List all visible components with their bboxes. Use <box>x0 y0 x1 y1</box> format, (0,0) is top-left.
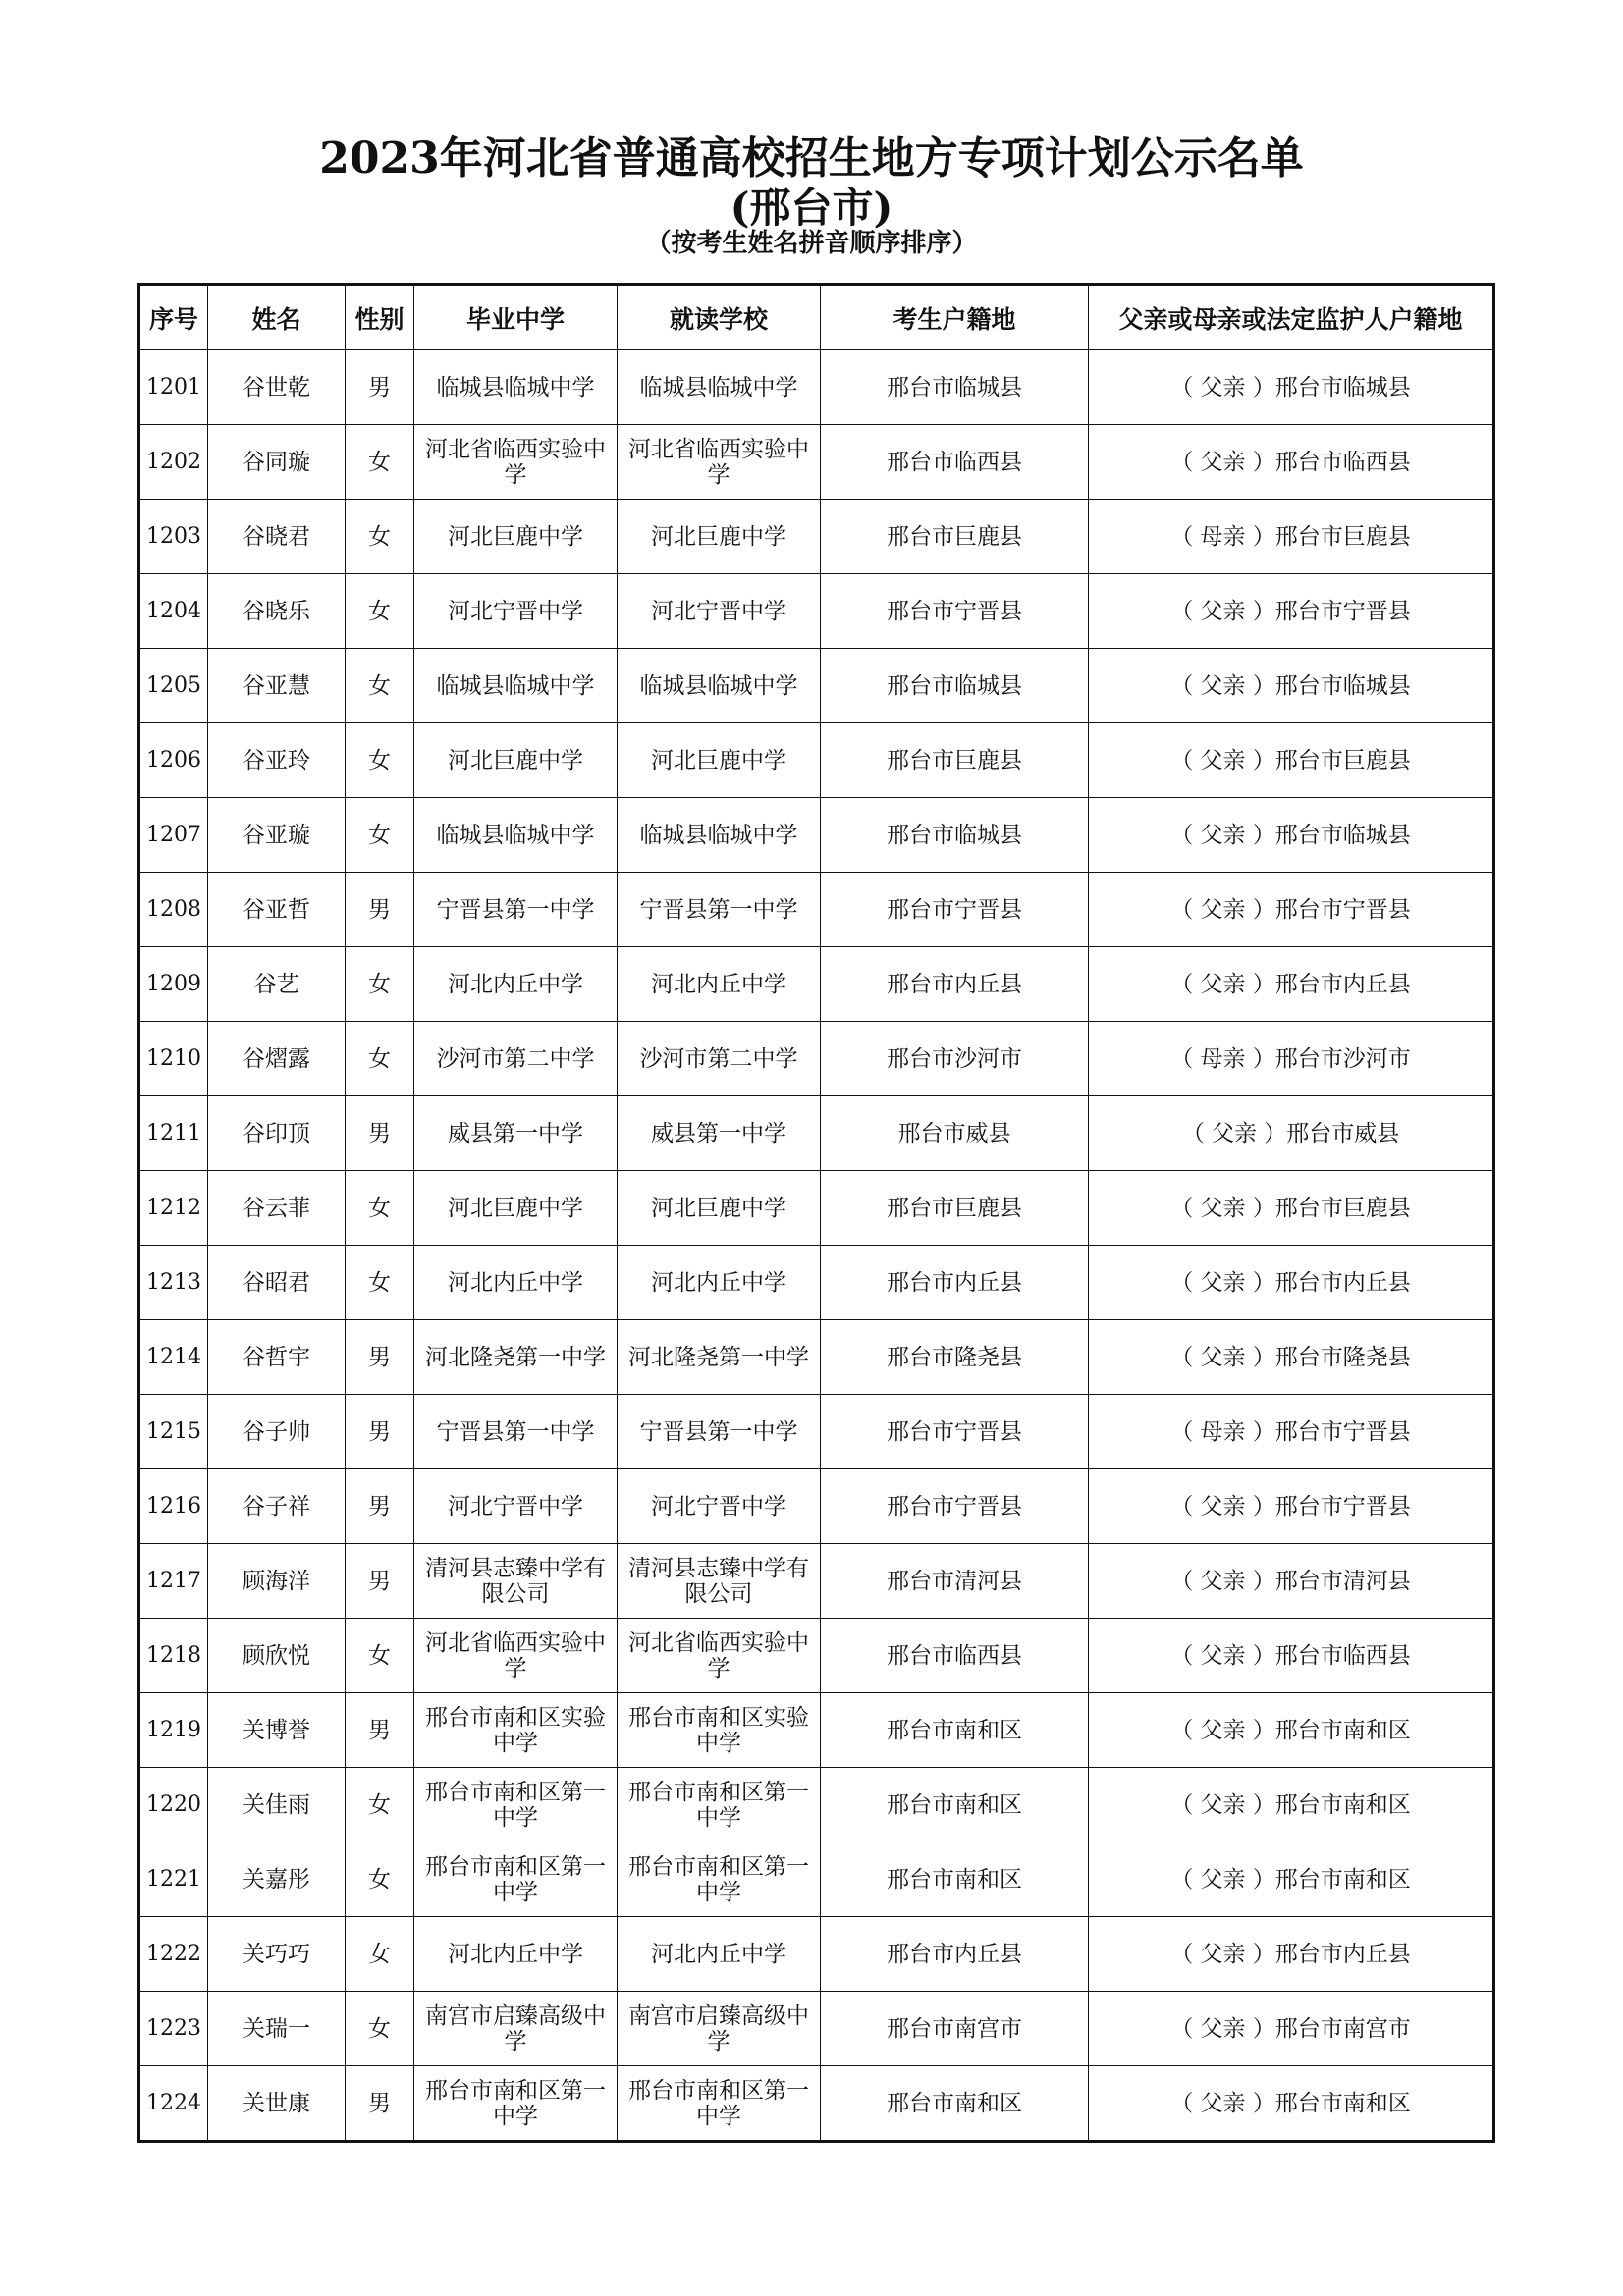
table-row <box>139 798 1494 873</box>
gender-cell: 男 <box>346 1395 414 1469</box>
table-row <box>139 1171 1494 1246</box>
household-cell: 邢台市巨鹿县 <box>821 723 1089 798</box>
table-row <box>139 1992 1494 2066</box>
table-row <box>139 947 1494 1022</box>
household-cell: 邢台市南和区 <box>821 1768 1089 1842</box>
serial-number-cell: 1220 <box>139 1768 208 1842</box>
gender-cell: 女 <box>346 425 414 500</box>
serial-number-cell: 1201 <box>139 350 208 425</box>
graduation-school-cell: 宁晋县第一中学 <box>414 1395 618 1469</box>
name-cell: 谷世乾 <box>208 350 346 425</box>
household-cell: 邢台市清河县 <box>821 1544 1089 1619</box>
gender-cell: 女 <box>346 1768 414 1842</box>
guardian-household-cell: （ 父亲 ）邢台市临西县 <box>1089 1619 1494 1693</box>
graduation-school-cell: 临城县临城中学 <box>414 649 618 723</box>
serial-number-cell: 1216 <box>139 1469 208 1544</box>
graduation-school-cell: 邢台市南和区第一中学 <box>414 2066 618 2142</box>
gender-cell: 女 <box>346 649 414 723</box>
current-school-cell: 沙河市第二中学 <box>618 1022 821 1096</box>
table-header-row <box>139 285 1494 350</box>
table-row <box>139 1469 1494 1544</box>
guardian-household-cell: （ 父亲 ）邢台市南和区 <box>1089 1693 1494 1768</box>
name-cell: 谷印顶 <box>208 1096 346 1171</box>
serial-number-cell: 1206 <box>139 723 208 798</box>
graduation-school-cell: 河北省临西实验中学 <box>414 425 618 500</box>
guardian-household-cell: （ 父亲 ）邢台市临城县 <box>1089 798 1494 873</box>
serial-number-cell: 1202 <box>139 425 208 500</box>
name-cell: 谷艺 <box>208 947 346 1022</box>
current-school-cell: 宁晋县第一中学 <box>618 873 821 947</box>
name-cell: 关世康 <box>208 2066 346 2142</box>
serial-number-cell: 1203 <box>139 500 208 574</box>
name-cell: 谷昭君 <box>208 1246 346 1320</box>
serial-number-cell: 1207 <box>139 798 208 873</box>
name-cell: 谷晓乐 <box>208 574 346 649</box>
name-cell: 谷亚慧 <box>208 649 346 723</box>
current-school-cell: 河北隆尧第一中学 <box>618 1320 821 1395</box>
current-school-cell: 河北内丘中学 <box>618 1917 821 1992</box>
household-cell: 邢台市南和区 <box>821 1693 1089 1768</box>
guardian-household-cell: （ 父亲 ）邢台市临西县 <box>1089 425 1494 500</box>
household-cell: 邢台市南和区 <box>821 2066 1089 2142</box>
graduation-school-cell: 河北巨鹿中学 <box>414 1171 618 1246</box>
name-cell: 关佳雨 <box>208 1768 346 1842</box>
graduation-school-cell: 河北巨鹿中学 <box>414 500 618 574</box>
serial-number-cell: 1223 <box>139 1992 208 2066</box>
household-cell: 邢台市临城县 <box>821 350 1089 425</box>
household-cell: 邢台市宁晋县 <box>821 1469 1089 1544</box>
gender-cell: 女 <box>346 1022 414 1096</box>
graduation-school-cell: 河北巨鹿中学 <box>414 723 618 798</box>
current-school-cell: 宁晋县第一中学 <box>618 1395 821 1469</box>
page-title: 2023年河北省普通高校招生地方专项计划公示名单 <box>319 133 1304 184</box>
graduation-school-cell: 邢台市南和区实验中学 <box>414 1693 618 1768</box>
current-school-cell: 河北巨鹿中学 <box>618 500 821 574</box>
current-school-cell: 临城县临城中学 <box>618 798 821 873</box>
gender-cell: 女 <box>346 798 414 873</box>
gender-cell: 女 <box>346 500 414 574</box>
table-row <box>139 1544 1494 1619</box>
gender-cell: 男 <box>346 873 414 947</box>
table-row <box>139 1395 1494 1469</box>
current-school-cell: 河北巨鹿中学 <box>618 1171 821 1246</box>
guardian-household-cell: （ 父亲 ）邢台市宁晋县 <box>1089 873 1494 947</box>
guardian-household-cell: （ 父亲 ）邢台市临城县 <box>1089 649 1494 723</box>
graduation-school-cell: 临城县临城中学 <box>414 350 618 425</box>
column-header: 考生户籍地 <box>821 285 1089 350</box>
serial-number-cell: 1208 <box>139 873 208 947</box>
graduation-school-cell: 河北内丘中学 <box>414 1246 618 1320</box>
guardian-household-cell: （ 母亲 ）邢台市沙河市 <box>1089 1022 1494 1096</box>
name-cell: 谷晓君 <box>208 500 346 574</box>
name-cell: 谷子祥 <box>208 1469 346 1544</box>
name-cell: 谷亚璇 <box>208 798 346 873</box>
current-school-cell: 南宫市启臻高级中学 <box>618 1992 821 2066</box>
guardian-household-cell: （ 父亲 ）邢台市宁晋县 <box>1089 1469 1494 1544</box>
guardian-household-cell: （ 父亲 ）邢台市巨鹿县 <box>1089 723 1494 798</box>
table-row <box>139 574 1494 649</box>
serial-number-cell: 1224 <box>139 2066 208 2142</box>
gender-cell: 男 <box>346 1544 414 1619</box>
guardian-household-cell: （ 母亲 ）邢台市宁晋县 <box>1089 1395 1494 1469</box>
household-cell: 邢台市临城县 <box>821 649 1089 723</box>
graduation-school-cell: 清河县志臻中学有限公司 <box>414 1544 618 1619</box>
household-cell: 邢台市沙河市 <box>821 1022 1089 1096</box>
gender-cell: 女 <box>346 1842 414 1917</box>
serial-number-cell: 1221 <box>139 1842 208 1917</box>
gender-cell: 女 <box>346 1171 414 1246</box>
name-cell: 谷云菲 <box>208 1171 346 1246</box>
table-row <box>139 649 1494 723</box>
gender-cell: 男 <box>346 1320 414 1395</box>
name-cell: 谷子帅 <box>208 1395 346 1469</box>
serial-number-cell: 1215 <box>139 1395 208 1469</box>
name-cell: 谷哲宇 <box>208 1320 346 1395</box>
table-row <box>139 1768 1494 1842</box>
gender-cell: 男 <box>346 2066 414 2142</box>
guardian-household-cell: （ 父亲 ）邢台市内丘县 <box>1089 947 1494 1022</box>
column-header: 毕业中学 <box>414 285 618 350</box>
current-school-cell: 邢台市南和区第一中学 <box>618 1842 821 1917</box>
table-row <box>139 1842 1494 1917</box>
graduation-school-cell: 河北宁晋中学 <box>414 574 618 649</box>
current-school-cell: 邢台市南和区实验中学 <box>618 1693 821 1768</box>
sort-note: （按考生姓名拼音顺序排序） <box>645 229 978 258</box>
column-header: 父亲或母亲或法定监护人户籍地 <box>1089 285 1494 350</box>
name-cell: 关巧巧 <box>208 1917 346 1992</box>
gender-cell: 男 <box>346 1693 414 1768</box>
serial-number-cell: 1210 <box>139 1022 208 1096</box>
table-row <box>139 873 1494 947</box>
name-cell: 关瑞一 <box>208 1992 346 2066</box>
graduation-school-cell: 沙河市第二中学 <box>414 1022 618 1096</box>
guardian-household-cell: （ 父亲 ）邢台市清河县 <box>1089 1544 1494 1619</box>
graduation-school-cell: 河北隆尧第一中学 <box>414 1320 618 1395</box>
graduation-school-cell: 河北省临西实验中学 <box>414 1619 618 1693</box>
graduation-school-cell: 宁晋县第一中学 <box>414 873 618 947</box>
guardian-household-cell: （ 父亲 ）邢台市南和区 <box>1089 1768 1494 1842</box>
guardian-household-cell: （ 父亲 ）邢台市内丘县 <box>1089 1246 1494 1320</box>
serial-number-cell: 1222 <box>139 1917 208 1992</box>
gender-cell: 男 <box>346 1096 414 1171</box>
table-row <box>139 1320 1494 1395</box>
serial-number-cell: 1209 <box>139 947 208 1022</box>
table-row <box>139 350 1494 425</box>
graduation-school-cell: 邢台市南和区第一中学 <box>414 1768 618 1842</box>
name-cell: 谷熠露 <box>208 1022 346 1096</box>
current-school-cell: 河北宁晋中学 <box>618 574 821 649</box>
household-cell: 邢台市南和区 <box>821 1842 1089 1917</box>
household-cell: 邢台市宁晋县 <box>821 574 1089 649</box>
serial-number-cell: 1217 <box>139 1544 208 1619</box>
current-school-cell: 河北内丘中学 <box>618 1246 821 1320</box>
gender-cell: 男 <box>346 1469 414 1544</box>
household-cell: 邢台市临西县 <box>821 425 1089 500</box>
current-school-cell: 河北宁晋中学 <box>618 1469 821 1544</box>
serial-number-cell: 1212 <box>139 1171 208 1246</box>
household-cell: 邢台市巨鹿县 <box>821 1171 1089 1246</box>
current-school-cell: 河北内丘中学 <box>618 947 821 1022</box>
graduation-school-cell: 河北宁晋中学 <box>414 1469 618 1544</box>
current-school-cell: 清河县志臻中学有限公司 <box>618 1544 821 1619</box>
graduation-school-cell: 河北内丘中学 <box>414 1917 618 1992</box>
gender-cell: 女 <box>346 1992 414 2066</box>
name-cell: 关博誉 <box>208 1693 346 1768</box>
table-row <box>139 1022 1494 1096</box>
household-cell: 邢台市宁晋县 <box>821 1395 1089 1469</box>
household-cell: 邢台市隆尧县 <box>821 1320 1089 1395</box>
serial-number-cell: 1213 <box>139 1246 208 1320</box>
column-header: 就读学校 <box>618 285 821 350</box>
graduation-school-cell: 南宫市启臻高级中学 <box>414 1992 618 2066</box>
current-school-cell: 邢台市南和区第一中学 <box>618 1768 821 1842</box>
household-cell: 邢台市临西县 <box>821 1619 1089 1693</box>
guardian-household-cell: （ 父亲 ）邢台市威县 <box>1089 1096 1494 1171</box>
table-row <box>139 1693 1494 1768</box>
household-cell: 邢台市内丘县 <box>821 1246 1089 1320</box>
guardian-household-cell: （ 母亲 ）邢台市巨鹿县 <box>1089 500 1494 574</box>
current-school-cell: 河北省临西实验中学 <box>618 1619 821 1693</box>
table-row <box>139 1917 1494 1992</box>
guardian-household-cell: （ 父亲 ）邢台市临城县 <box>1089 350 1494 425</box>
graduation-school-cell: 威县第一中学 <box>414 1096 618 1171</box>
serial-number-cell: 1219 <box>139 1693 208 1768</box>
table-row <box>139 1619 1494 1693</box>
gender-cell: 女 <box>346 1619 414 1693</box>
graduation-school-cell: 临城县临城中学 <box>414 798 618 873</box>
graduation-school-cell: 邢台市南和区第一中学 <box>414 1842 618 1917</box>
name-cell: 谷亚玲 <box>208 723 346 798</box>
table-row <box>139 425 1494 500</box>
serial-number-cell: 1214 <box>139 1320 208 1395</box>
serial-number-cell: 1204 <box>139 574 208 649</box>
guardian-household-cell: （ 父亲 ）邢台市巨鹿县 <box>1089 1171 1494 1246</box>
current-school-cell: 邢台市南和区第一中学 <box>618 2066 821 2142</box>
page-subtitle: (邢台市) <box>730 184 893 232</box>
name-cell: 顾海洋 <box>208 1544 346 1619</box>
table-row <box>139 2066 1494 2142</box>
household-cell: 邢台市巨鹿县 <box>821 500 1089 574</box>
serial-number-cell: 1205 <box>139 649 208 723</box>
current-school-cell: 河北省临西实验中学 <box>618 425 821 500</box>
guardian-household-cell: （ 父亲 ）邢台市内丘县 <box>1089 1917 1494 1992</box>
guardian-household-cell: （ 父亲 ）邢台市南和区 <box>1089 2066 1494 2142</box>
column-header: 序号 <box>139 285 208 350</box>
table-row <box>139 1246 1494 1320</box>
current-school-cell: 临城县临城中学 <box>618 649 821 723</box>
current-school-cell: 威县第一中学 <box>618 1096 821 1171</box>
column-header: 姓名 <box>208 285 346 350</box>
name-cell: 谷亚哲 <box>208 873 346 947</box>
household-cell: 邢台市内丘县 <box>821 1917 1089 1992</box>
guardian-household-cell: （ 父亲 ）邢台市宁晋县 <box>1089 574 1494 649</box>
table-row <box>139 1096 1494 1171</box>
table-body <box>139 350 1494 2142</box>
name-cell: 谷同璇 <box>208 425 346 500</box>
guardian-household-cell: （ 父亲 ）邢台市南和区 <box>1089 1842 1494 1917</box>
candidate-table <box>137 283 1495 2143</box>
name-cell: 关嘉彤 <box>208 1842 346 1917</box>
gender-cell: 女 <box>346 1917 414 1992</box>
gender-cell: 女 <box>346 574 414 649</box>
gender-cell: 女 <box>346 723 414 798</box>
guardian-household-cell: （ 父亲 ）邢台市南宫市 <box>1089 1992 1494 2066</box>
current-school-cell: 临城县临城中学 <box>618 350 821 425</box>
gender-cell: 男 <box>346 350 414 425</box>
serial-number-cell: 1218 <box>139 1619 208 1693</box>
gender-cell: 女 <box>346 947 414 1022</box>
name-cell: 顾欣悦 <box>208 1619 346 1693</box>
household-cell: 邢台市内丘县 <box>821 947 1089 1022</box>
household-cell: 邢台市威县 <box>821 1096 1089 1171</box>
household-cell: 邢台市宁晋县 <box>821 873 1089 947</box>
household-cell: 邢台市南宫市 <box>821 1992 1089 2066</box>
serial-number-cell: 1211 <box>139 1096 208 1171</box>
gender-cell: 女 <box>346 1246 414 1320</box>
table-row <box>139 723 1494 798</box>
current-school-cell: 河北巨鹿中学 <box>618 723 821 798</box>
guardian-household-cell: （ 父亲 ）邢台市隆尧县 <box>1089 1320 1494 1395</box>
table-row <box>139 500 1494 574</box>
graduation-school-cell: 河北内丘中学 <box>414 947 618 1022</box>
household-cell: 邢台市临城县 <box>821 798 1089 873</box>
column-header: 性别 <box>346 285 414 350</box>
